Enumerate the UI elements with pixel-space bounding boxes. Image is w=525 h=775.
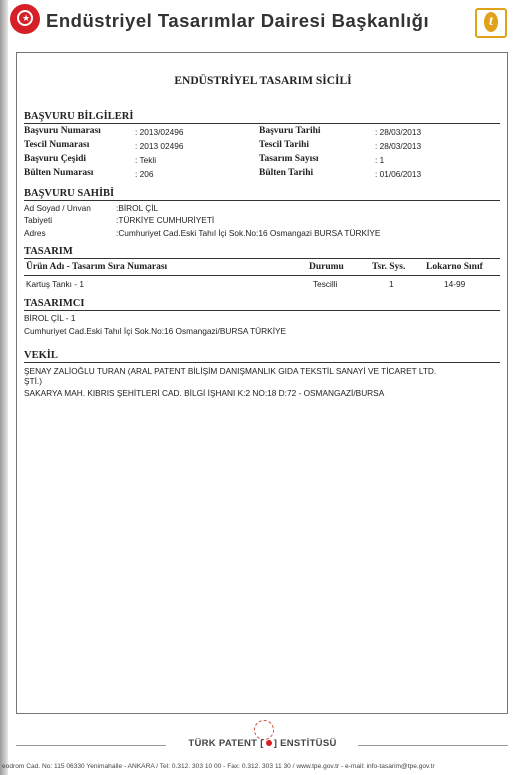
footer-brand: TÜRK PATENT [ ] ENSTİTÜSÜ bbox=[188, 738, 337, 749]
field-value: : Tekli bbox=[135, 155, 157, 165]
field-value: : 28/03/2013 bbox=[375, 141, 422, 151]
column-header: Durumu bbox=[309, 262, 344, 272]
field-value: : 206 bbox=[135, 169, 154, 179]
field-label: Başvuru Çeşidi bbox=[24, 154, 87, 164]
column-header: Ürün Adı - Tasarım Sıra Numarası bbox=[26, 262, 168, 272]
section-vekil-heading: VEKİL bbox=[24, 349, 500, 363]
field-label: Tabiyeti bbox=[24, 215, 53, 225]
agent-name-line2: ŞTİ.) bbox=[24, 376, 42, 386]
field-label: Tasarım Sayısı bbox=[259, 154, 319, 164]
field-value: :TÜRKİYE CUMHURİYETİ bbox=[116, 215, 215, 225]
field-value: : 01/06/2013 bbox=[375, 169, 422, 179]
field-label: Başvuru Numarası bbox=[24, 126, 101, 136]
section-basvuru-heading: BAŞVURU BİLGİLERİ bbox=[24, 110, 500, 124]
brand-dot-icon bbox=[266, 740, 272, 746]
column-header: Tsr. Sys. bbox=[372, 262, 406, 272]
table-cell-urun: Kartuş Tankı - 1 bbox=[26, 279, 84, 289]
header-title: Endüstriyel Tasarımlar Dairesi Başkanlığı bbox=[46, 10, 430, 31]
field-label: Tescil Tarihi bbox=[259, 140, 310, 150]
table-header-rule bbox=[24, 275, 500, 276]
field-value: : 2013 02496 bbox=[135, 141, 184, 151]
document-title: ENDÜSTRİYEL TASARIM SİCİLİ bbox=[174, 75, 352, 87]
field-label: Bülten Tarihi bbox=[259, 168, 314, 178]
field-value: : 1 bbox=[375, 155, 385, 165]
field-label: Başvuru Tarihi bbox=[259, 126, 321, 136]
field-label: Tescil Numarası bbox=[24, 140, 90, 150]
section-tasarimci-heading: TASARIMCI bbox=[24, 297, 500, 311]
institution-logo-icon: ★ bbox=[10, 4, 40, 34]
table-cell-durum: Tescilli bbox=[313, 279, 338, 289]
agent-address: SAKARYA MAH. KIBRIS ŞEHİTLERİ CAD. BİLGİ İŞHANI K:2 NO:18 D:72 - OSMANGAZİ/BURSA bbox=[24, 388, 385, 398]
field-value: :BİROL ÇİL bbox=[116, 203, 159, 213]
field-label: Adres bbox=[24, 228, 46, 238]
stamp-mark-icon bbox=[254, 720, 274, 740]
column-header: Lokarno Sınıf bbox=[426, 262, 483, 272]
document-frame bbox=[16, 52, 508, 714]
agent-name-line1: ŞENAY ZALİOĞLU TURAN (ARAL PATENT BİLİŞİM DANIŞMANLIK GIDA TEKSTİL SANAYİ VE TİCARET LTD. bbox=[24, 366, 437, 376]
field-label: Ad Soyad / Unvan bbox=[24, 203, 91, 213]
field-value: : 28/03/2013 bbox=[375, 127, 422, 137]
table-cell-lokarno: 14-99 bbox=[444, 279, 466, 289]
tasarim-t-icon: t bbox=[475, 8, 507, 38]
footer-address: eodrom Cad. No: 115 06330 Yenimahalle - ANKARA / Tel: 0.312. 303 10 00 - Fax: 0.312. 303 11 30 / www.tpe.gov.tr - e-mail: info-tasarim@tpe.gov.tr bbox=[2, 763, 435, 770]
designer-address: Cumhuriyet Cad.Eski Tahıl İçi Sok.No:16 Osmangazi/BURSA TÜRKİYE bbox=[24, 326, 287, 336]
page-binding-edge bbox=[0, 0, 8, 775]
field-label: Bülten Numarası bbox=[24, 168, 94, 178]
section-sahibi-heading: BAŞVURU SAHİBİ bbox=[24, 187, 500, 201]
section-tasarim-heading: TASARIM bbox=[24, 245, 500, 259]
field-value: : 2013/02496 bbox=[135, 127, 184, 137]
table-cell-sayi: 1 bbox=[389, 279, 394, 289]
designer-name: BİROL ÇİL - 1 bbox=[24, 313, 76, 323]
field-value: :Cumhuriyet Cad.Eski Tahıl İçi Sok.No:16 Osmangazi BURSA TÜRKİYE bbox=[116, 228, 381, 238]
